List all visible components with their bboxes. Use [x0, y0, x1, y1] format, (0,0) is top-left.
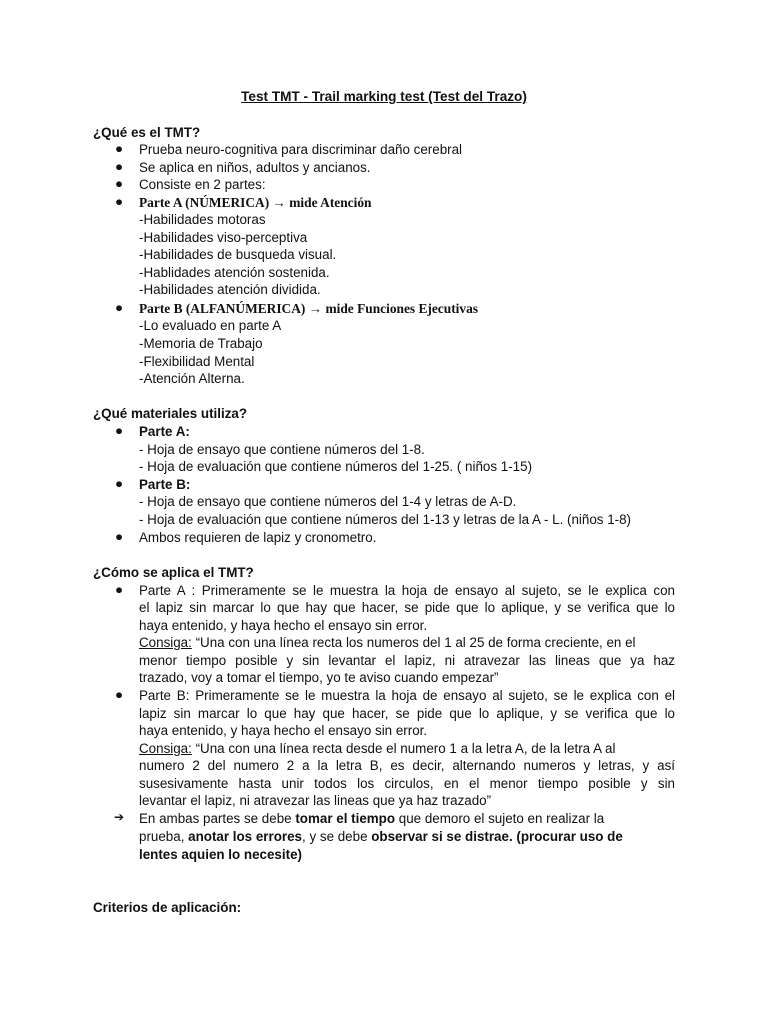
paragraph-line: menor tiempo posible y sin levantar el lapiz, ni atravezar las lineas que ya haz	[139, 653, 675, 668]
section-heading-materials: ¿Qué materiales utiliza?	[93, 406, 248, 421]
note-emphasis: anotar los errores	[188, 829, 303, 844]
note-line-2	[139, 828, 675, 845]
arrow-icon: →	[308, 301, 323, 316]
bullet-dot: ●	[114, 687, 124, 702]
list-item: -Habilidades viso-perceptiva	[139, 230, 308, 245]
paragraph-line: levantar el lapiz, ni atravezar las lineas que ya haz trazado”	[139, 793, 492, 808]
paragraph-line: haya entenido, y haya hecho el ensayo sin error.	[139, 618, 428, 633]
consigna-label: Consiga:	[139, 741, 192, 756]
consigna-label: Consiga:	[139, 635, 192, 650]
list-item: -Habilidades atención dividida.	[139, 282, 321, 297]
bullet-dot: ●	[114, 529, 124, 544]
list-item: -Atención Alterna.	[139, 371, 245, 386]
note-line-1	[139, 810, 675, 827]
paragraph-line: numero 2 del numero 2 a la letra B, es decir, alternando numeros y letras, y así	[139, 758, 675, 773]
list-item: -Habilidades motoras	[139, 212, 266, 227]
list-item: Se aplica en niños, adultos y ancianos.	[139, 160, 371, 175]
list-item: -Habilidades de busqueda visual.	[139, 247, 337, 262]
list-item: -Lo evaluado en parte A	[139, 318, 282, 333]
consigna-line	[139, 634, 675, 651]
section-heading-how-applied: ¿Cómo se aplica el TMT?	[93, 565, 254, 580]
list-item: -Flexibilidad Mental	[139, 354, 255, 369]
consigna-text: “Una con una línea recta los numeros del 1 al 25 de forma creciente, en el	[191, 635, 636, 650]
bullet-dot: ●	[114, 176, 124, 191]
paragraph-line: lapiz sin marcar lo que hay que hacer, se pide que lo aplique, y se verifica que lo	[139, 706, 675, 721]
bullet-dot: ●	[114, 423, 124, 438]
list-item: Ambos requieren de lapiz y cronometro.	[139, 530, 377, 545]
bullet-dot: ●	[114, 300, 124, 315]
list-item: - Hoja de ensayo que contiene números del 1-4 y letras de A-D.	[139, 494, 517, 509]
note-emphasis: observar si se distrae. (procurar uso de	[371, 829, 623, 844]
note-emphasis: tomar el tiempo	[295, 811, 396, 826]
note-text: prueba,	[139, 829, 189, 844]
bullet-dot: ●	[114, 476, 124, 491]
list-item: Prueba neuro-cognitiva para discriminar daño cerebral	[139, 142, 463, 157]
paragraph-line: el lapiz sin marcar lo que hay que hacer, se pide que lo aplique, y se verifica que lo	[139, 600, 675, 615]
consigna-line	[139, 740, 675, 757]
paragraph-line: Parte A : Primeramente se le muestra la hoja de ensayo al sujeto, se le explica con	[139, 583, 675, 598]
parte-b-label: Parte B (ALFANÚMERICA)	[139, 301, 306, 316]
note-line-3: lentes aquien lo necesite)	[139, 847, 302, 862]
bullet-dot: ●	[114, 194, 124, 209]
paragraph-line: haya entenido, y haya hecho el ensayo sin error.	[139, 723, 428, 738]
note-text: En ambas partes se debe	[139, 811, 296, 826]
paragraph-line: Parte B: Primeramente se le muestra la hoja de ensayo al sujeto, se le explica con el	[139, 688, 675, 703]
paragraph-line: susesivamente hasta unir todos los circulos, en el menor tiempo posible y sin	[139, 776, 675, 791]
materials-parte-a-label: Parte A:	[139, 424, 190, 439]
parte-a-measure: mide Atención	[289, 195, 372, 210]
arrow-bullet-icon: ➔	[114, 810, 125, 824]
section-heading-criteria: Criterios de aplicación:	[93, 900, 242, 915]
parte-a-label: Parte A (NÚMERICA)	[139, 195, 270, 210]
arrow-icon: →	[272, 195, 286, 210]
list-item: - Hoja de evaluación que contiene números del 1-13 y letras de la A - L. (niños 1-8)	[139, 512, 632, 527]
note-text: que demoro el sujeto en realizar la	[395, 811, 605, 826]
list-item: -Memoria de Trabajo	[139, 336, 263, 351]
bullet-dot: ●	[114, 141, 124, 156]
section-heading-what-is: ¿Qué es el TMT?	[93, 125, 201, 140]
consigna-text: “Una con una línea recta desde el numero 1 a la letra A, de la letra A al	[191, 741, 616, 756]
bullet-dot: ●	[114, 159, 124, 174]
parte-b-measure: mide Funciones Ejecutivas	[325, 301, 478, 316]
paragraph-line: trazado, voy a tomar el tiempo, yo te aviso cuando empezar”	[139, 670, 499, 685]
list-item: Consiste en 2 partes:	[139, 177, 266, 192]
parte-a-heading	[139, 194, 371, 211]
materials-parte-b-label: Parte B:	[139, 477, 191, 492]
list-item: - Hoja de ensayo que contiene números del 1-8.	[139, 442, 425, 457]
list-item: - Hoja de evaluación que contiene números del 1-25. ( niños 1-15)	[139, 459, 533, 474]
bullet-dot: ●	[114, 582, 124, 597]
list-item: -Hablidades atención sostenida.	[139, 265, 330, 280]
note-text: , y se debe	[302, 829, 372, 844]
parte-b-heading	[139, 300, 478, 317]
document-title: Test TMT - Trail marking test (Test del Trazo)	[241, 89, 527, 104]
